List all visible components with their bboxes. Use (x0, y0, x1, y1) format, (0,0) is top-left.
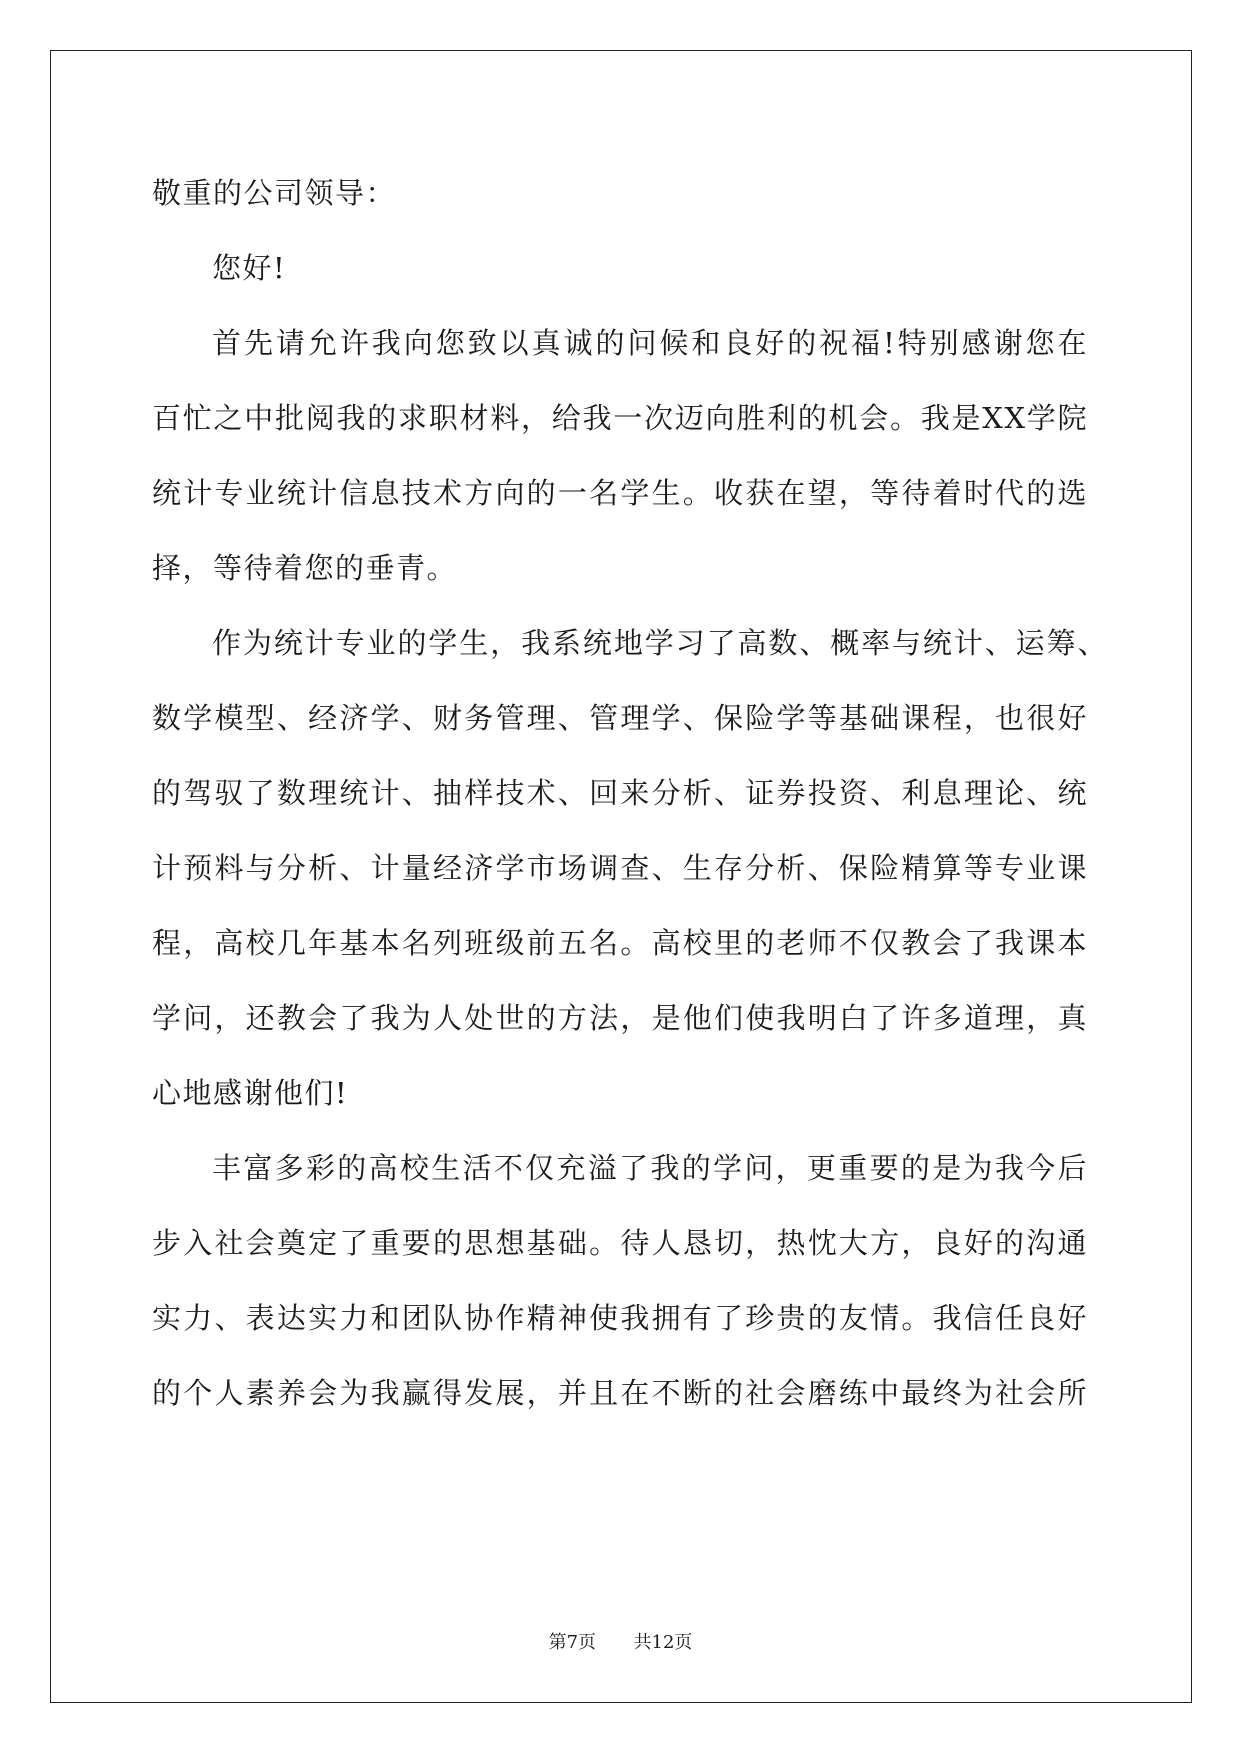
paragraph-1-line-4: 择，等待着您的垂青。 (152, 551, 458, 585)
page-footer (0, 1628, 1241, 1654)
greeting: 您好! (212, 251, 287, 285)
paragraph-2-line-3: 的驾驭了数理统计、抽样技术、回来分析、证券投资、利息理论、统 (152, 776, 1088, 810)
paragraph-1-line-3: 统计专业统计信息技术方向的一名学生。收获在望，等待着时代的选 (152, 476, 1088, 510)
paragraph-2-line-5: 程，高校几年基本名列班级前五名。高校里的老师不仅教会了我课本 (152, 926, 1088, 960)
page-total: 共12页 (633, 1632, 693, 1653)
page-number: 第7页 (548, 1632, 597, 1653)
paragraph-1-line-2: 百忙之中批阅我的求职材料，给我一次迈向胜利的机会。我是XX学院 (152, 401, 1088, 435)
paragraph-1-line-1: 首先请允许我向您致以真诚的问候和良好的祝福!特别感谢您在 (212, 326, 1088, 360)
paragraph-3-line-2: 步入社会奠定了重要的思想基础。待人恳切，热忱大方，良好的沟通 (152, 1226, 1088, 1260)
salutation: 敬重的公司领导： (152, 176, 397, 210)
paragraph-3-line-4: 的个人素养会为我赢得发展，并且在不断的社会磨练中最终为社会所 (152, 1376, 1088, 1410)
paragraph-2-line-7: 心地感谢他们! (152, 1076, 349, 1110)
paragraph-3-line-3: 实力、表达实力和团队协作精神使我拥有了珍贵的友情。我信任良好 (152, 1301, 1088, 1335)
paragraph-2-line-2: 数学模型、经济学、财务管理、管理学、保险学等基础课程，也很好 (152, 701, 1088, 735)
paragraph-2-line-1: 作为统计专业的学生，我系统地学习了高数、概率与统计、运筹、 (212, 626, 1108, 660)
paragraph-2-line-4: 计预料与分析、计量经济学市场调查、生存分析、保险精算等专业课 (152, 851, 1088, 885)
paragraph-2-line-6: 学问，还教会了我为人处世的方法，是他们使我明白了许多道理，真 (152, 1001, 1088, 1035)
paragraph-3-line-1: 丰富多彩的高校生活不仅充溢了我的学问，更重要的是为我今后 (212, 1151, 1088, 1185)
